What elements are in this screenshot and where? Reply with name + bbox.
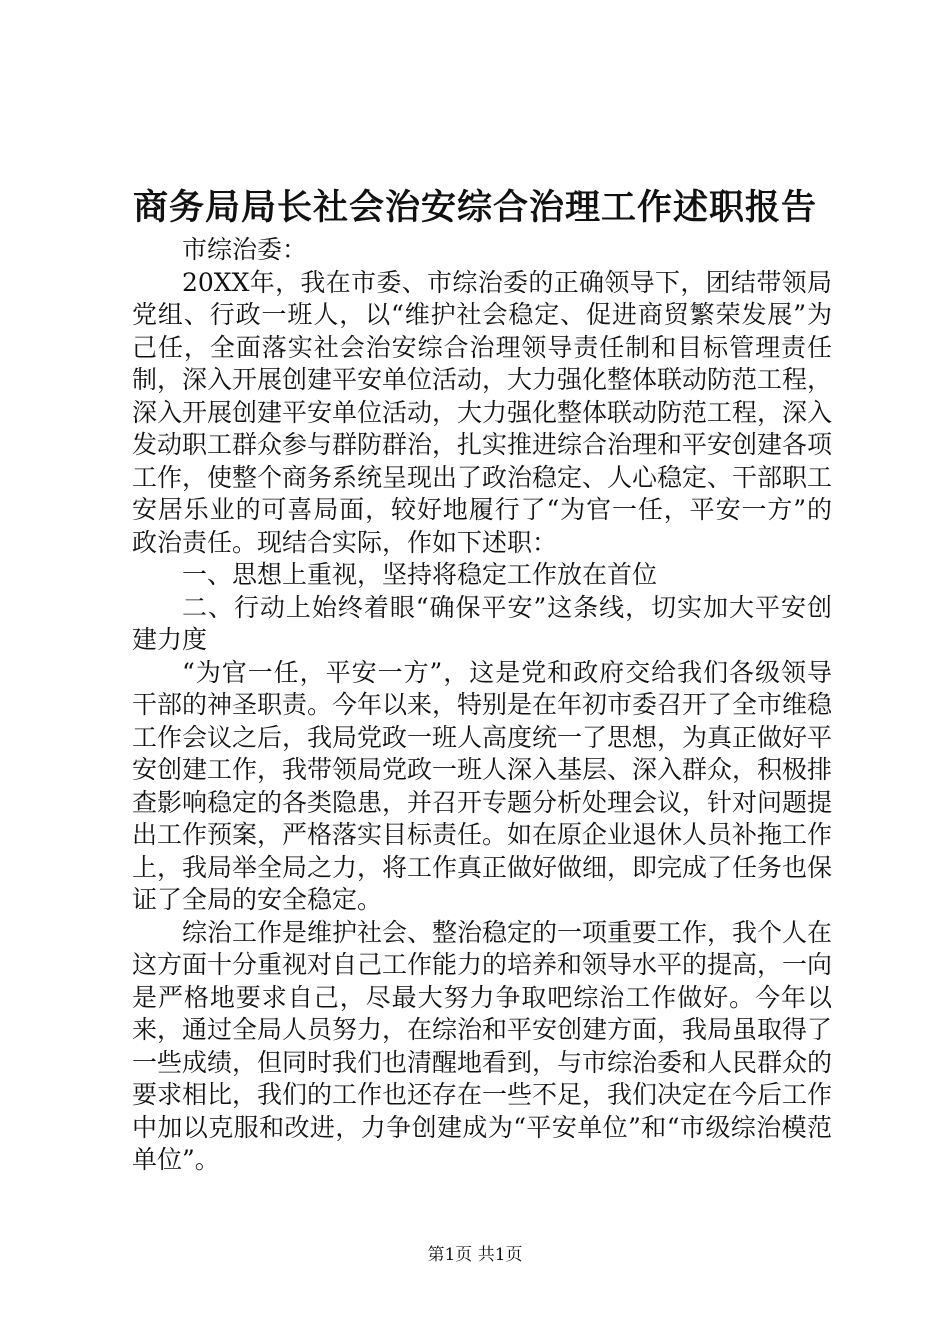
section-heading-1: 一、思想上重视，坚持将稳定工作放在首位 — [182, 560, 658, 589]
section-heading-2: 二、行动上始终着眼“确保平安”这条线，切实加大平安创建力度 — [132, 592, 832, 654]
paragraph-body-1: “为官一任，平安一方”，这是党和政府交给我们各级领导干部的神圣职责。今年以来，特别是在年初市委召开了全市维稳工作会议之后，我局党政一班人高度统一了思想，为真正做好平安创建工作，我带领局党政一班人深入基层、深入群众，积极排查影响稳定的各类隐患，并召开专题分析处理会议，针对问题提出工作预案，严格落实目标责任。如在原企业退休人员补拖工作上，我局举全局之力，将工作真正做好做细，即完成了任务也保证了全局的安全稳定。 — [132, 657, 833, 914]
page-footer: 第1页 共1页 — [427, 1245, 523, 1265]
paragraph-intro: 20XX年，我在市委、市综治委的正确领导下，团结带领局党组、行政一班人，以“维护社会稳定、促进商贸繁荣发展”为己任，全面落实社会治安综合治理领导责任制和目标管理责任制，深入开展创建平安单位活动，大力强化整体联动防范工程，深入开展创建平安单位活动，大力强化整体联动防范工程，深入发动职工群众参与群防群治，扎实推进综合治理和平安创建各项工作，使整个商务系统呈现出了政治稳定、人心稳定、干部职工安居乐业的可喜局面，较好地履行了“为官一任，平安一方”的政治责任。现结合实际，作如下述职： — [132, 267, 833, 557]
paragraph-body-2: 综治工作是维护社会、整治稳定的一项重要工作，我个人在这方面十分重视对自己工作能力的培养和领导水平的提高，一向是严格地要求自己，尽最大努力争取吧综治工作做好。今年以来，通过全局人员努力，在综治和平安创建方面，我局虽取得了一些成绩，但同时我们也清醒地看到，与市综治委和人民群众的要求相比，我们的工作也还存在一些不足，我们决定在今后工作中加以克服和改进，力争创建成为“平安单位”和“市级综治模范单位”。 — [132, 917, 833, 1174]
document-title: 商务局局长社会治安综合治理工作述职报告 — [132, 187, 817, 228]
document-body — [132, 234, 832, 1177]
salutation: 市综治委： — [182, 235, 308, 264]
